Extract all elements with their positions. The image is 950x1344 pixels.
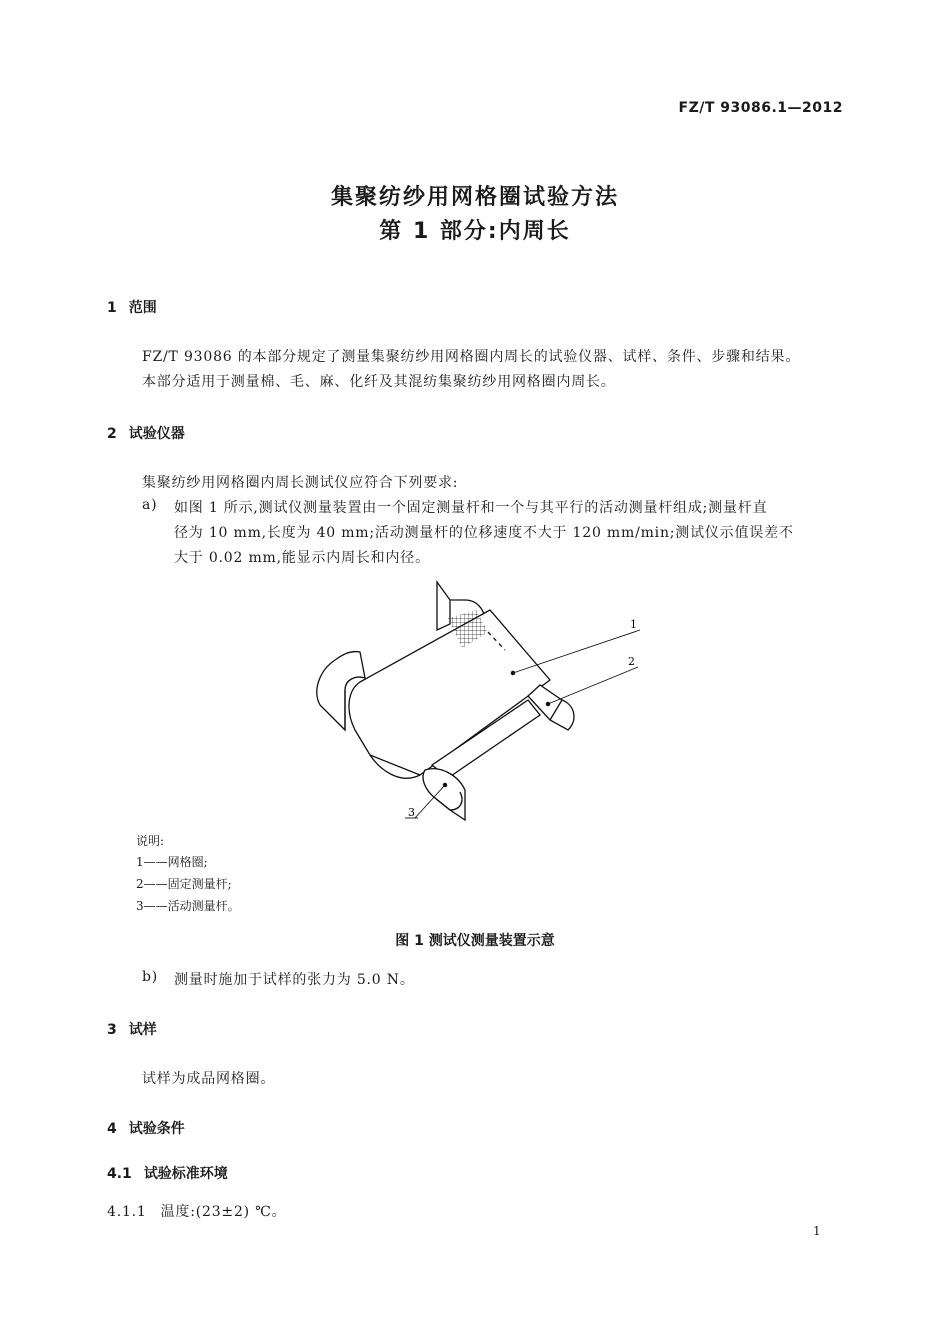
item-a-line-2: 径为 10 mm,长度为 40 mm;活动测量杆的位移速度不大于 120 mm/min;测试仪示值误差不: [174, 525, 794, 541]
section-4-heading: [107, 1118, 185, 1138]
clause-text: 温度:(23±2) ℃。: [160, 1204, 287, 1220]
item-b-text: 测量时施加于试样的张力为 5.0 N。: [174, 972, 415, 988]
section-1-heading: [107, 297, 157, 317]
section-title: 试验条件: [128, 1121, 185, 1137]
legend-title: 说明:: [136, 834, 165, 848]
item-a-line-3: 大于 0.02 mm,能显示内周长和内径。: [174, 550, 430, 566]
section-number: 2: [107, 426, 117, 442]
clause-number: 4.1.1: [107, 1204, 147, 1220]
legend-item-2: 2——固定测量杆;: [136, 877, 232, 891]
section-title: 试样: [128, 1022, 157, 1038]
figure-label-2: 2: [628, 655, 635, 668]
section-number: 4: [107, 1121, 117, 1137]
clause-4-1-1: [107, 1201, 286, 1221]
standard-number: FZ/T 93086.1—2012: [678, 100, 843, 116]
figure-caption: 图 1 测试仪测量装置示意: [395, 933, 555, 949]
section-number: 1: [107, 300, 117, 316]
section-2-heading: [107, 423, 185, 443]
section-1-paragraph-1: FZ/T 93086 的本部分规定了测量集聚纺纱用网格圈内周长的试验仪器、试样、条件、步骤和结果。: [142, 349, 801, 365]
section-3-paragraph: 试样为成品网格圈。: [142, 1071, 276, 1087]
subsection-title: 试验标准环境: [143, 1166, 228, 1182]
section-3-heading: [107, 1019, 157, 1039]
subsection-4-1-heading: [107, 1163, 228, 1183]
section-1-paragraph-2: 本部分适用于测量棉、毛、麻、化纤及其混纺集聚纺纱用网格圈内周长。: [142, 374, 616, 390]
doc-subtitle: 第 1 部分:内周长: [379, 219, 571, 244]
item-a-line-1: 如图 1 所示,测试仪测量装置由一个固定测量杆和一个与其平行的活动测量杆组成;测量杆直: [174, 500, 768, 516]
fixed-rod: [528, 685, 574, 730]
item-a-label: a): [142, 497, 158, 513]
page-number: 1: [813, 1224, 821, 1238]
subsection-number: 4.1: [107, 1166, 132, 1182]
measuring-device-figure: [300, 570, 660, 830]
doc-title: 集聚纺纱用网格圈试验方法: [330, 185, 619, 210]
section-2-intro: 集聚纺纱用网格圈内周长测试仪应符合下列要求:: [142, 475, 459, 491]
section-title: 范围: [128, 300, 157, 316]
item-b-label: b): [142, 969, 159, 985]
fixed-plate-back: [437, 582, 450, 630]
section-number: 3: [107, 1022, 117, 1038]
legend-item-1: 1——网格圈;: [136, 855, 208, 869]
movable-rod: [423, 769, 465, 820]
section-title: 试验仪器: [128, 426, 185, 442]
figure-label-3: 3: [408, 806, 415, 819]
legend-item-3: 3——活动测量杆。: [136, 899, 240, 913]
figure-label-1: 1: [630, 618, 637, 631]
